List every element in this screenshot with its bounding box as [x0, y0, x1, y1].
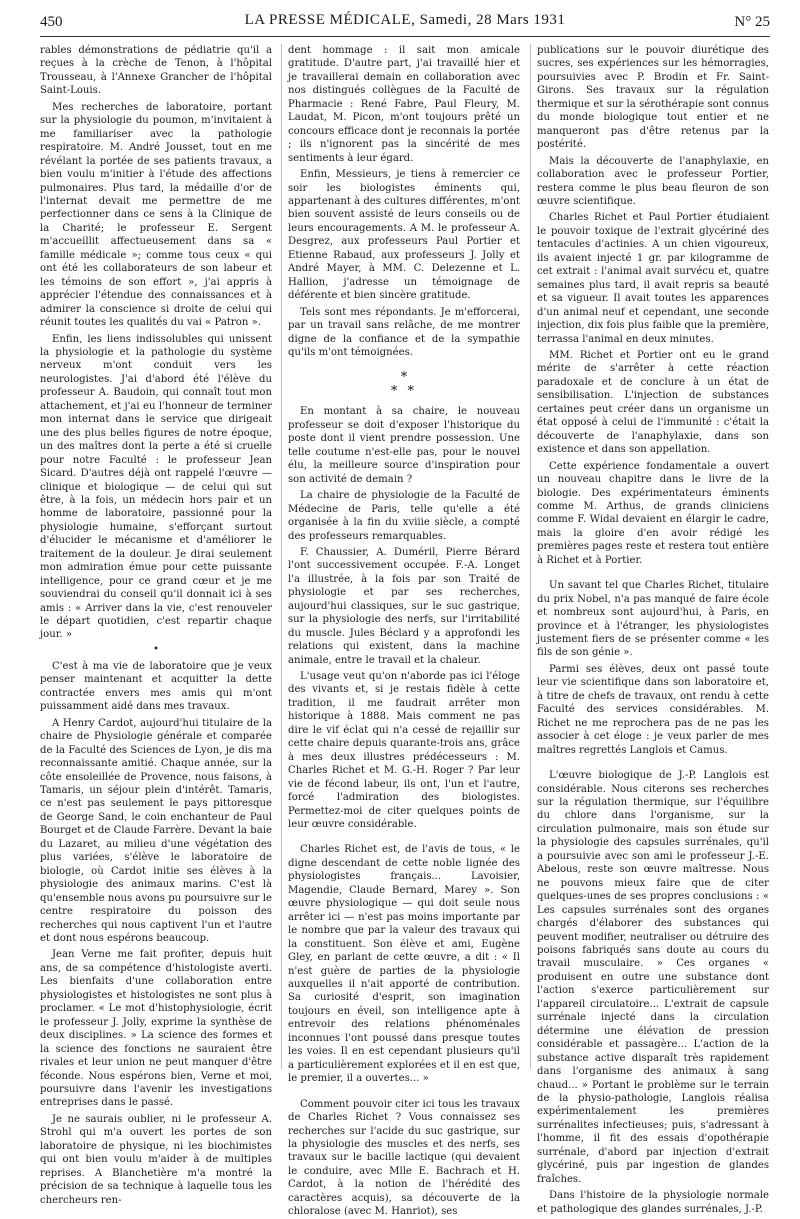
- page-header: [40, 12, 770, 34]
- paragraph: Parmi ses élèves, deux ont passé toute leur vie scientifique dans son laboratoire et, à titre de chefs de travaux, ont rendu à cette Faculté des services considérables. M. Richet ne me reprochera pas de ne pas les associer à cet éloge : je veux parler de mes maîtres regrettés Langlois et Camus.: [537, 663, 769, 756]
- column-2: [288, 44, 521, 1218]
- paragraph: Tels sont mes répondants. Je m'efforcerai, par un travail sans relâche, de me montrer digne de la confiance et de la sympathie qu'ils m'ont témoignées.: [288, 306, 520, 358]
- paragraph: dent hommage : il sait mon amicale gratitude. D'autre part, j'ai travaillé hier et je travaillerai demain en collaboration avec nos distingués collègues de la Faculté de Pharmacie : René Fabre, Paul Fleury, M. Laudat, M. Picon, m'ont toujours prêté un concours efficace dont je reconnais la portée ; ils n'ignorent pas la sincérité de mes sentiments à leur égard.: [288, 45, 520, 164]
- paragraph: Mais la découverte de l'anaphylaxie, en collaboration avec le professeur Portier, restera comme le plus beau fleuron de son œuvre scientifique.: [537, 155, 769, 207]
- paragraph: Dans l'histoire de la physiologie normale et pathologique des glandes surrénales, J.-P.: [537, 1190, 769, 1215]
- paragraph: MM. Richet et Portier ont eu le grand mérite de s'arrêter à cette réaction paradoxale et de conclure à un état de sensibilisation. L'injection de substances certaines peut créer dans un organisme un état opposé à celui de l'immunité : c'était la découverte de l'anaphylaxie, dans son existence et dans son appellation.: [537, 349, 769, 456]
- column-divider: [281, 44, 282, 1069]
- column-1: [40, 44, 272, 1206]
- paragraph: Cette expérience fondamentale a ouvert un nouveau chapitre dans le livre de la biologie. Des expérimentateurs éminents comme M. Arthus, de grands cliniciens comme F. Widal devaient en élargir le cadre, mais la gloire d'en avoir rédigé les premières pages reste et restera tout entière à Richet et à Portier.: [537, 460, 769, 566]
- column-3: [537, 44, 769, 1215]
- paragraph: En montant à sa chaire, le nouveau professeur se doit d'exposer l'historique du poste dont il vient prendre possession. Une telle coutume n'est-elle pas, pour le nouvel élu, la meilleure source d'inspiration pour son activité de demain ?: [288, 406, 520, 485]
- paragraph: La chaire de physiologie de la Faculté de Médecine de Paris, telle qu'elle a été organisée à la fin du xviiie siècle, a compté des professeurs remarquables.: [288, 490, 520, 542]
- page-number: 450: [40, 14, 63, 30]
- star-top: *: [400, 370, 408, 386]
- paragraph: Un savant tel que Charles Richet, titulaire du prix Nobel, n'a pas manqué de faire école et nombreux sont aujourd'hui, à Paris, en province et à l'étranger, les physiologistes justement fiers de se présenter comme « les fils de son génie ».: [537, 580, 769, 659]
- paragraph: Jean Verne me fait profiter, depuis huit ans, de sa compétence d'histologiste averti. Les bienfaits d'une collaboration entre physiologistes et histologistes ne sont plus à proclamer. « Le mot d'histophysiologie, écrit le professeur J. Jolly, exprime la synthèse de deux disciplines. » La science des formes et la science des fonctions ne sauraient être rivales et leur union ne peut manquer d'être féconde. Nous espérons bien, Verne et moi, poursuivre dans l'avenir les investigations entreprises dans le passé.: [40, 949, 272, 1109]
- paragraph: Comment pouvoir citer ici tous les travaux de Charles Richet ? Vous connaissez ses recherches sur l'acide du suc gastrique, sur la physiologie des muscles et des nerfs, ses travaux sur le bacille lactique (qui devaient le conduire, avec Mlle E. Bachrach et H. Cardot, à la notion de l'hérédité des caractères acquis), sa découverte de la chloralose (avec M. Hanriot), ses: [288, 1098, 520, 1218]
- paragraph: Charles Richet est, de l'avis de tous, « le digne descendant de cette noble lignée des physiologistes français... Lavoisier, Magendie, Claude Bernard, Marey ». Son œuvre physiologique — qui doit seule nous arrêter ici — n'est pas moins importante par le nombre que par la valeur des travaux qui la constituent. Son élève et ami, Eugène Gley, en parlant de cette œuvre, a dit : « Il n'est guère de parties de la physiologie auxquelles il n'ait apporté de contribution. Sa curiosité d'esprit, son imagination toujours en éveil, son intelligence apte à entrevoir des relations phénoménales inconnues l'ont poussé dans presque toutes les voies. Il en est cependant plusieurs qu'il a particulièrement explorées et il en est que, le premier, il a ouvertes... »: [288, 844, 520, 1085]
- header-rule: [40, 36, 770, 37]
- paragraph: publications sur le pouvoir diurétique des sucres, ses expériences sur les hémorragies, poursuivies avec P. Brodin et Fr. Saint-Girons. Ses travaux sur la régulation thermique et sur la sérothérapie sont connus du monde biologique tout entier et ne manqueront pas d'être retenus par la postérité.: [537, 45, 769, 151]
- paragraph: rables démonstrations de pédiatrie qu'il a reçues à la crèche de Tenon, à l'hôpital Trousseau, à l'Annexe Grancher de l'hôpital Saint-Louis.: [40, 45, 272, 97]
- section-ornament-stars: [288, 371, 520, 399]
- paragraph: Charles Richet et Paul Portier étudiaient le pouvoir toxique de l'extrait glycériné des tentacules d'actinies. A un chien vigoureux, ils avaient injecté 1 gr. par kilogramme de cet extrait : l'animal avait survécu et, quatre semaines plus tard, il avait repris sa beauté et sa vigueur. Il avait toutes les apparences d'un animal neuf et cependant, une seconde injection, dix fois plus faible que la première, terrassa l'animal en deux minutes.: [537, 212, 769, 345]
- paragraph: Mes recherches de laboratoire, portant sur la physiologie du poumon, m'invitaient à me familiariser avec la pathologie respiratoire. M. André Jousset, tout en me révélant la portée de ses patients travaux, a bien voulu m'initier à l'étude des affections pulmonaires. Plus tard, la médaille d'or de l'internat devait me permettre de me perfectionner dans ce sens à la Clinique de la Charité; le professeur E. Sergent m'accueillit affectueusement dans sa « famille médicale »; comme tous ceux « qui ont été les collaborateurs de son labeur et les témoins de son effort », j'ai appris à apprécier l'étendue des connaissances et à admirer la conscience si droite de celui qui réunit toutes les qualités du vai « Patron ».: [40, 101, 272, 329]
- paragraph: Je ne saurais oublier, ni le professeur A. Strohl qui m'a ouvert les portes de son laboratoire de physique, ni les biochimistes qui ont bien voulu m'aider à de multiples reprises. A Blanchetière m'a montré la précision de sa technique à laquelle tous les chercheurs ren-: [40, 1113, 272, 1206]
- star-bottom: * *: [390, 384, 418, 400]
- section-ornament-dot: •: [153, 643, 159, 655]
- journal-title: LA PRESSE MÉDICALE, Samedi, 28 Mars 1931: [244, 12, 566, 28]
- paragraph: C'est à ma vie de laboratoire que je veux penser maintenant et acquitter la dette contractée envers mes amis qui m'ont puissamment aidé dans mes travaux.: [40, 660, 272, 713]
- column-divider: [530, 44, 531, 1069]
- paragraph: F. Chaussier, A. Duméril, Pierre Bérard l'ont successivement occupée. F.-A. Longet l'a illustrée, à la fois par son Traité de physiologie et par ses recherches, aujourd'hui classiques, sur le suc gastrique, sur la physiologie des nerfs, sur l'irritabilité du muscle. Jules Béclard y a approfondi les relations qui existent, dans la machine animale, entre le travail et la chaleur.: [288, 546, 520, 666]
- paragraph: Enfin, Messieurs, je tiens à remercier ce soir les biologistes éminents qui, appartenant à des cultures différentes, m'ont bien souvent assisté de leurs conseils ou de leurs encouragements. A M. le professeur A. Desgrez, aux professeurs Paul Portier et Etienne Rabaud, aux professeurs J. Jolly et André Mayer, à MM. C. Delezenne et L. Hallion, j'adresse un témoignage de déférente et bien sincère gratitude.: [288, 169, 521, 302]
- issue-number: N° 25: [734, 14, 770, 30]
- paragraph: L'œuvre biologique de J.-P. Langlois est considérable. Nous citerons ses recherches sur la régulation thermique, sur l'équilibre du chlore dans l'organisme, sur la circulation pulmonaire, mais son étude sur la physiologie des capsules surrénales, qu'il a poursuivie avec son ami le professeur J.-E. Abelous, reste son œuvre maîtresse. Nous ne pouvons mieux faire que de citer quelques-unes de ses propres conclusions : « Les capsules surrénales sont des organes chargés d'élaborer des substances qui peuvent modifier, neutraliser ou détruire des poisons fabriqués sans doute au cours du travail musculaire. » Ces organes « produisent en outre une substance dont l'action s'exerce particulièrement sur l'appareil circulatoire... L'extrait de capsule surrénale injecté dans la circulation détermine une élévation de pression considérable et passagère... L'action de la substance active disparaît très rapidement dans l'organisme des animaux à sang chaud... » Portant le problème sur le terrain de la physio-pathologie, Langlois réalisa expérimentalement les premières surrénalites infectieuses; puis, s'adressant à l'homme, il fit des essais d'opothérapie surrénale, d'abord par injection d'extrait glycériné, puis par ingestion de glandes fraîches.: [537, 770, 769, 1185]
- paragraph: Enfin, les liens indissolubles qui unissent la physiologie et la pathologie du système nerveux m'ont conduit vers les neurologistes. J'ai d'abord été l'élève du professeur A. Baudoin, qui connaît tout mon attachement, et j'ai eu l'honneur de terminer mon internat dans le service que dirigeait une des plus belles figures de notre époque, un des maîtres dont la perte a été si cruelle pour notre Faculté : le professeur Jean Sicard. D'autres déjà ont rappelé l'œuvre — clinique et biologique — de celui qui sut être, à la fois, un médecin hors pair et un homme de laboratoire, passionné pour la physiologie humaine, s'efforçant surtout d'élucider le mécanisme et d'améliorer le traitement de la douleur. Je dirai seulement mon admiration émue pour cette puissante intelligence, pour ce grand cœur et je me souviendrai du conseil qu'il donnait ici à ses amis : « Arriver dans la vie, c'est renouveler le départ quotidien, c'est repartir chaque jour. »: [40, 333, 272, 641]
- paragraph: A Henry Cardot, aujourd'hui titulaire de la chaire de Physiologie générale et comparée de la Faculté des Sciences de Lyon, je dis ma reconnaissante amitié. Chaque année, sur la côte ensoleillée de Provence, nous faisons, à Tamaris, un séjour plein d'intérêt. Tamaris, ce n'est pas seulement le pays pittoresque de George Sand, le coin enchanteur de Paul Bourget et de Claude Farrère. Devant la baie du Lazaret, au milieu d'une végétation des plus variées, s'élève le laboratoire de biologie, où Cardot initie ses élèves à la physiologie des animaux marins. C'est là qu'ensemble nous avons pu poursuivre sur le centre respiratoire du poisson des recherches qui nous captivent l'un et l'autre et dont nous espérons beaucoup.: [40, 717, 272, 944]
- paragraph: L'usage veut qu'on n'aborde pas ici l'éloge des vivants et, si je restais fidèle à cette tradition, il me faudrait arrêter mon historique à 1888. Mais comment ne pas dire le vif éclat qui n'a cessé de rejaillir sur cette chaire depuis quarante-trois ans, grâce à mes deux illustres prédécesseurs : M. Charles Richet et M. G.-H. Roger ? Par leur vie de fécond labeur, ils ont, l'un et l'autre, forcé l'admiration des biologistes. Permettez-moi de citer quelques points de leur œuvre considérable.: [288, 671, 520, 831]
